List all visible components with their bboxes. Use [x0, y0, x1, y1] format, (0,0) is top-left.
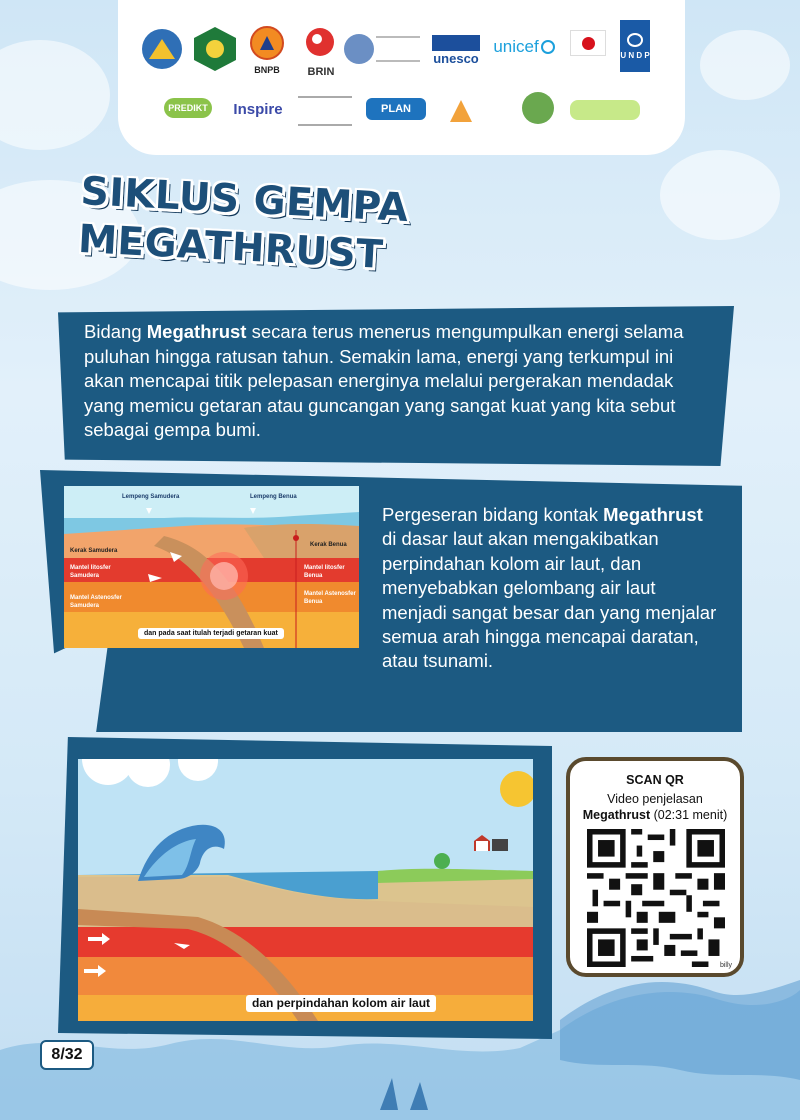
japan-flag-logo: [570, 30, 606, 56]
diagram1-caption: dan pada saat itulah terjadi getaran kuat: [138, 628, 284, 639]
tsunami-diagram: [78, 759, 533, 1021]
setneg-logo: [344, 34, 374, 64]
page-title: SIKLUS GEMPA MEGATHRUST: [77, 168, 410, 278]
kota-festival-logo: [434, 98, 488, 124]
sponsor-logo-card: [118, 0, 685, 155]
brin-logo: BRIN: [304, 26, 338, 58]
background-cloud: [700, 30, 790, 100]
label-lempeng-samudera: Lempeng Samudera: [122, 494, 180, 500]
label-mantel-litosfer-samudera: Mantel litosfer Samudera: [70, 565, 111, 579]
subduction-diagram: [64, 486, 359, 648]
tsunami-paragraph: Pergeseran bidang kontak Megathrust di dasar laut akan mengakibatkan perpindahan kolom air laut, dan menyebabkan gelombang air laut menjadi sangat besar dan yang menjalar semua arah hingga mencapai daratan, atau tsunami.: [382, 504, 717, 672]
nusantara-logo: [298, 96, 352, 126]
label-kerak-samudera: Kerak Samudera: [70, 548, 118, 554]
label-mantel-litosfer-benua: Mantel litosfer Benua: [304, 565, 345, 579]
bnpb-logo: BNPB: [250, 26, 284, 60]
breaker-logo: [570, 100, 640, 120]
label-mantel-astenosfer-benua: Mantel Astenosfer Benua: [304, 591, 356, 605]
qr-description: Video penjelasan Megathrust (02:31 menit): [582, 792, 728, 822]
unesco-logo: unesco: [430, 34, 482, 66]
label-lempeng-benua: Lempeng Benua: [250, 494, 297, 500]
alam-bencana-logo: [522, 92, 554, 124]
label-kerak-benua: Kerak Benua: [310, 542, 347, 548]
qr-card[interactable]: [566, 757, 744, 977]
tutwuri-logo: [142, 29, 182, 69]
qr-heading: SCAN QR: [626, 773, 684, 787]
inspire-logo: Inspire: [233, 100, 283, 118]
prediksi-logo: PREDIKT: [164, 98, 212, 118]
plan-logo: PLAN: [366, 98, 426, 120]
background-cloud: [660, 150, 780, 240]
background-cloud: [0, 40, 110, 150]
undp-logo: U N D P: [620, 20, 650, 72]
page-number: 8/32: [40, 1040, 94, 1070]
qr-code[interactable]: [587, 829, 725, 967]
intro-paragraph: Bidang Megathrust secara terus menerus mengumpulkan energi selama puluhan hingga ratusan tahun. Semakin lama, energi yang terkumpul ini akan mencapai titik pelepasan energinya melalui pergerakan mendadak yang memicu getaran atau guncangan yang sangat kuat yang kita sebut sebagai gempa bumi.: [84, 321, 684, 440]
setneg-text-logo: [376, 36, 420, 62]
qr-tag: billy: [719, 962, 732, 969]
kemenag-logo: [194, 27, 236, 71]
label-mantel-astenosfer-samudera: Mantel Astenosfer Samudera: [70, 595, 122, 609]
diagram2-caption: dan perpindahan kolom air laut: [246, 995, 436, 1012]
unicef-logo: unicef: [486, 36, 562, 58]
